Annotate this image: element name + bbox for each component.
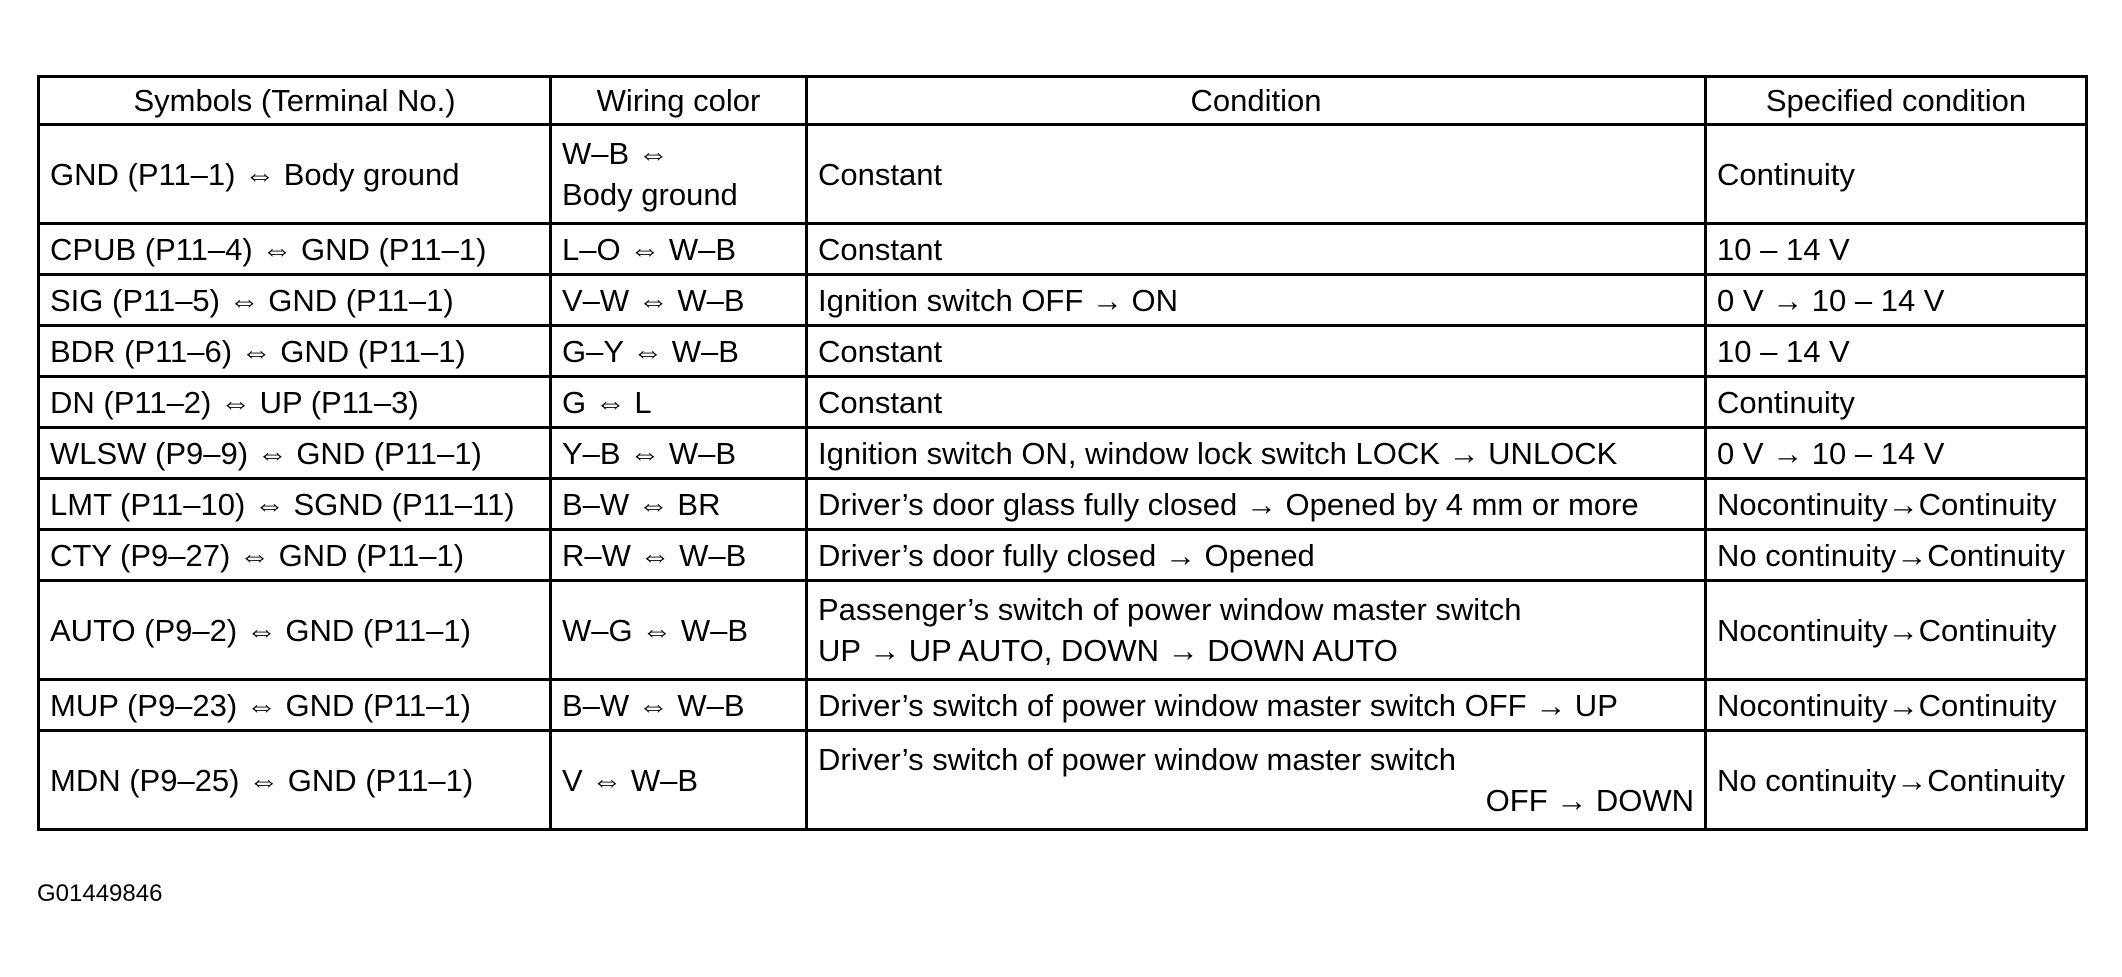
table-row bbox=[39, 377, 2087, 428]
wiring-cell: G–Y ⇔ W–B bbox=[551, 326, 807, 377]
wiring-cell: W–G ⇔ W–B bbox=[551, 581, 807, 680]
condition-cell bbox=[807, 581, 1706, 680]
specified-cell: No continuity→Continuity bbox=[1706, 731, 2087, 830]
condition-cell: Ignition switch OFF → ON bbox=[807, 275, 1706, 326]
table-row bbox=[39, 275, 2087, 326]
wiring-cell bbox=[551, 125, 807, 224]
wiring-cell: R–W ⇔ W–B bbox=[551, 530, 807, 581]
terminal-inspection-table bbox=[37, 75, 2088, 831]
wiring-cell: B–W ⇔ BR bbox=[551, 479, 807, 530]
wiring-cell: V ⇔ W–B bbox=[551, 731, 807, 830]
header-specified-condition: Specified condition bbox=[1706, 77, 2087, 125]
condition-cell: Driver’s door fully closed → Opened bbox=[807, 530, 1706, 581]
specified-cell: Nocontinuity→Continuity bbox=[1706, 581, 2087, 680]
header-condition: Condition bbox=[807, 77, 1706, 125]
condition-line: Driver’s switch of power window master switch bbox=[818, 742, 1456, 777]
specified-cell: Nocontinuity→Continuity bbox=[1706, 479, 2087, 530]
condition-cell: Constant bbox=[807, 125, 1706, 224]
wiring-cell: G ⇔ L bbox=[551, 377, 807, 428]
wiring-line: Body ground bbox=[562, 177, 738, 212]
symbols-cell: MDN (P9–25) ⇔ GND (P11–1) bbox=[39, 731, 551, 830]
table-header-row bbox=[39, 77, 2087, 125]
symbols-cell: SIG (P11–5) ⇔ GND (P11–1) bbox=[39, 275, 551, 326]
condition-cell: Driver’s door glass fully closed → Opened by 4 mm or more bbox=[807, 479, 1706, 530]
wiring-cell: Y–B ⇔ W–B bbox=[551, 428, 807, 479]
symbols-cell: LMT (P11–10) ⇔ SGND (P11–11) bbox=[39, 479, 551, 530]
condition-line: Passenger’s switch of power window master switch bbox=[818, 592, 1522, 627]
symbols-cell: DN (P11–2) ⇔ UP (P11–3) bbox=[39, 377, 551, 428]
condition-line: UP → UP AUTO, DOWN → DOWN AUTO bbox=[818, 633, 1398, 668]
wiring-cell: L–O ⇔ W–B bbox=[551, 224, 807, 275]
condition-cell: Constant bbox=[807, 224, 1706, 275]
symbols-cell: BDR (P11–6) ⇔ GND (P11–1) bbox=[39, 326, 551, 377]
table-row bbox=[39, 125, 2087, 224]
symbols-cell: MUP (P9–23) ⇔ GND (P11–1) bbox=[39, 680, 551, 731]
table-row bbox=[39, 224, 2087, 275]
table-row bbox=[39, 731, 2087, 830]
table-row bbox=[39, 326, 2087, 377]
specified-cell: Continuity bbox=[1706, 125, 2087, 224]
specified-cell: No continuity→Continuity bbox=[1706, 530, 2087, 581]
specified-cell: 10 – 14 V bbox=[1706, 326, 2087, 377]
specified-cell: 10 – 14 V bbox=[1706, 224, 2087, 275]
specified-cell: Continuity bbox=[1706, 377, 2087, 428]
header-symbols: Symbols (Terminal No.) bbox=[39, 77, 551, 125]
wiring-cell: B–W ⇔ W–B bbox=[551, 680, 807, 731]
condition-cell: Constant bbox=[807, 326, 1706, 377]
specified-cell: 0 V → 10 – 14 V bbox=[1706, 428, 2087, 479]
wiring-cell: V–W ⇔ W–B bbox=[551, 275, 807, 326]
condition-cell: Ignition switch ON, window lock switch LOCK → UNLOCK bbox=[807, 428, 1706, 479]
terminal-inspection-table-container bbox=[37, 75, 2085, 831]
header-wiring-color: Wiring color bbox=[551, 77, 807, 125]
symbols-cell: CPUB (P11–4) ⇔ GND (P11–1) bbox=[39, 224, 551, 275]
table-row bbox=[39, 530, 2087, 581]
condition-line: OFF → DOWN bbox=[1485, 783, 1694, 818]
symbols-cell: CTY (P9–27) ⇔ GND (P11–1) bbox=[39, 530, 551, 581]
symbols-cell: WLSW (P9–9) ⇔ GND (P11–1) bbox=[39, 428, 551, 479]
table-row bbox=[39, 581, 2087, 680]
figure-id: G01449846 bbox=[37, 880, 163, 907]
condition-cell bbox=[807, 731, 1706, 830]
table-row bbox=[39, 428, 2087, 479]
symbols-cell: AUTO (P9–2) ⇔ GND (P11–1) bbox=[39, 581, 551, 680]
symbols-cell: GND (P11–1) ⇔ Body ground bbox=[39, 125, 551, 224]
specified-cell: Nocontinuity→Continuity bbox=[1706, 680, 2087, 731]
specified-cell: 0 V → 10 – 14 V bbox=[1706, 275, 2087, 326]
condition-cell: Driver’s switch of power window master switch OFF → UP bbox=[807, 680, 1706, 731]
table-row bbox=[39, 479, 2087, 530]
wiring-line: W–B ⇔ bbox=[562, 136, 669, 171]
condition-cell: Constant bbox=[807, 377, 1706, 428]
table-row bbox=[39, 680, 2087, 731]
